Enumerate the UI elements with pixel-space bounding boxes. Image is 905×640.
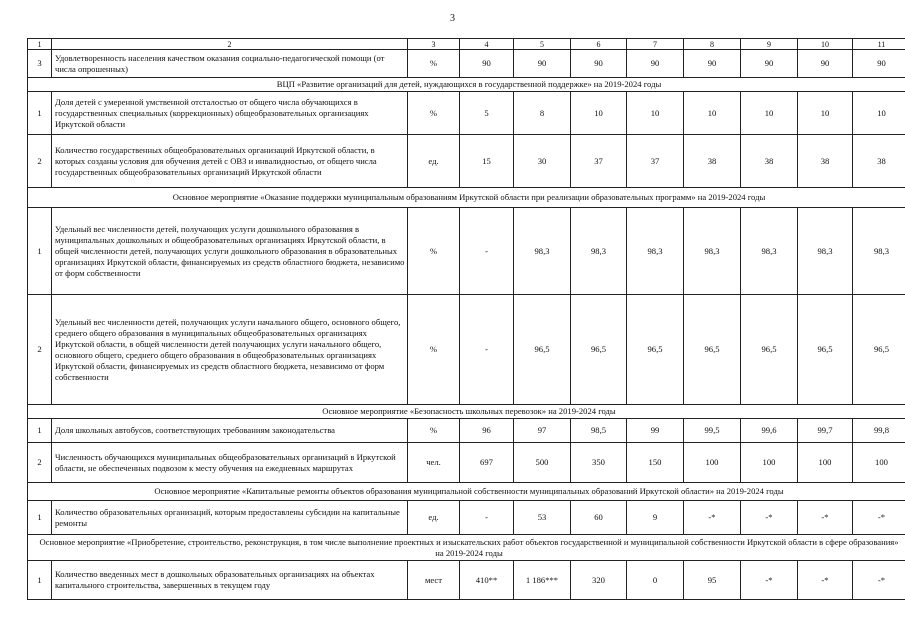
row-number-cell: 1 (28, 208, 52, 295)
value-cell: 10 (798, 92, 853, 135)
value-cell: 38 (684, 135, 741, 188)
value-cell: 96,5 (627, 295, 684, 405)
value-cell: -* (798, 561, 853, 600)
value-cell: 100 (853, 443, 905, 483)
row-number-cell: 2 (28, 135, 52, 188)
table-row (28, 419, 905, 443)
value-cell: 96,5 (798, 295, 853, 405)
table-row (28, 443, 905, 483)
header-cell: 10 (798, 39, 853, 50)
value-cell: 10 (853, 92, 905, 135)
row-number-cell: 1 (28, 92, 52, 135)
section-title: Основное мероприятие «Оказание поддержки муниципальным образованиям Иркутской области при реализации образовательных программ» на 2019-2024 годы (28, 188, 905, 208)
value-cell: 38 (798, 135, 853, 188)
row-number-cell: 1 (28, 501, 52, 535)
header-cell: 2 (52, 39, 408, 50)
table-row (28, 501, 905, 535)
section-title: ВЦП «Развитие организаций для детей, нуждающихся в государственной поддержке» на 2019-2024 годы (28, 78, 905, 92)
page-number: 3 (450, 13, 455, 24)
table-row (28, 561, 905, 600)
value-cell: - (460, 501, 514, 535)
value-cell: 98,3 (514, 208, 571, 295)
value-cell: 98,3 (571, 208, 627, 295)
indicator-name-cell: Количество образовательных организаций, которым предоставлены субсидии на капитальные ремонты (52, 501, 408, 535)
table-row (28, 92, 905, 135)
row-number-cell: 2 (28, 295, 52, 405)
section-title: Основное мероприятие «Приобретение, строительство, реконструкция, в том числе выполнение проектных и изыскательских работ объектов государственной и муниципальной собственности Иркутской области в сфере образования» на 2019-2024 годы (28, 535, 905, 561)
section-title: Основное мероприятие «Капитальные ремонты объектов образования муниципальной собственности муниципальных образований Иркутской области» на 2019-2024 годы (28, 483, 905, 501)
value-cell: 15 (460, 135, 514, 188)
indicator-name-cell: Количество государственных общеобразовательных организаций Иркутской области, в которых созданы условия для обучения детей с ОВЗ и инвалидностью, от общего числа государственных общеобразовательных организаций Иркутской области (52, 135, 408, 188)
table-header-row (28, 39, 905, 50)
header-cell: 6 (571, 39, 627, 50)
indicator-name-cell: Удельный вес численности детей, получающих услуги дошкольного образования в муниципальных дошкольных и общеобразовательных организациях Иркутской области, в общей численности детей, получающих услуги дошкольного образования в образовательных организациях Иркутской области, финансируемых из средств областного бюджета, независимо от форм собственности (52, 208, 408, 295)
value-cell: 53 (514, 501, 571, 535)
unit-cell: мест (408, 561, 460, 600)
value-cell: 96,5 (684, 295, 741, 405)
value-cell: 96,5 (741, 295, 798, 405)
value-cell: -* (798, 501, 853, 535)
value-cell: 38 (741, 135, 798, 188)
unit-cell: % (408, 295, 460, 405)
value-cell: 0 (627, 561, 684, 600)
value-cell: 99,8 (853, 419, 905, 443)
value-cell: 90 (853, 50, 905, 78)
indicator-name-cell: Количество введенных мест в дошкольных образовательных организациях на объектах капитального строительства, завершенных в текущем году (52, 561, 408, 600)
section-heading-row (28, 405, 905, 419)
value-cell: 10 (627, 92, 684, 135)
value-cell: 100 (684, 443, 741, 483)
value-cell: 90 (571, 50, 627, 78)
value-cell: 9 (627, 501, 684, 535)
value-cell: 30 (514, 135, 571, 188)
unit-cell: % (408, 419, 460, 443)
value-cell: 10 (741, 92, 798, 135)
indicator-name-cell: Доля школьных автобусов, соответствующих требованиям законодательства (52, 419, 408, 443)
row-number-cell: 2 (28, 443, 52, 483)
value-cell: 99,5 (684, 419, 741, 443)
header-cell: 9 (741, 39, 798, 50)
value-cell: -* (684, 501, 741, 535)
unit-cell: % (408, 208, 460, 295)
value-cell: 90 (627, 50, 684, 78)
table-row (28, 208, 905, 295)
section-heading-row (28, 188, 905, 208)
value-cell: 697 (460, 443, 514, 483)
value-cell: 10 (684, 92, 741, 135)
indicator-name-cell: Удельный вес численности детей, получающих услуги начального общего, основного общего, среднего общего образования в муниципальных общеобразовательных организациях Иркутской области, в общей численности детей получающих услуги начального общего, основного общего, среднего общего образования в общеобразовательных организациях Иркутской области, финансируемых из средств областного бюджета, независимо от форм собственности (52, 295, 408, 405)
value-cell: - (460, 295, 514, 405)
value-cell: 98,3 (853, 208, 905, 295)
value-cell: 10 (571, 92, 627, 135)
unit-cell: ед. (408, 135, 460, 188)
value-cell: 96,5 (514, 295, 571, 405)
unit-cell: чел. (408, 443, 460, 483)
value-cell: 99,7 (798, 419, 853, 443)
value-cell: 60 (571, 501, 627, 535)
value-cell: 98,5 (571, 419, 627, 443)
value-cell: 350 (571, 443, 627, 483)
value-cell: 410** (460, 561, 514, 600)
unit-cell: % (408, 50, 460, 78)
indicator-name-cell: Численность обучающихся муниципальных общеобразовательных организаций в Иркутской области, не обеспеченных подвозом к месту обучения на ежедневных маршрутах (52, 443, 408, 483)
row-number-cell: 3 (28, 50, 52, 78)
value-cell: 98,3 (741, 208, 798, 295)
value-cell: 38 (853, 135, 905, 188)
value-cell: 320 (571, 561, 627, 600)
value-cell: 90 (514, 50, 571, 78)
row-number-cell: 1 (28, 561, 52, 600)
indicators-table (27, 38, 905, 600)
header-cell: 11 (853, 39, 905, 50)
unit-cell: % (408, 92, 460, 135)
value-cell: 5 (460, 92, 514, 135)
value-cell: 95 (684, 561, 741, 600)
section-heading-row (28, 483, 905, 501)
value-cell: 97 (514, 419, 571, 443)
value-cell: 96,5 (853, 295, 905, 405)
value-cell: 99,6 (741, 419, 798, 443)
value-cell: -* (741, 501, 798, 535)
header-cell: 1 (28, 39, 52, 50)
value-cell: 90 (460, 50, 514, 78)
header-cell: 8 (684, 39, 741, 50)
table-row (28, 135, 905, 188)
header-cell: 3 (408, 39, 460, 50)
value-cell: 96 (460, 419, 514, 443)
value-cell: 1 186*** (514, 561, 571, 600)
value-cell: 98,3 (684, 208, 741, 295)
header-cell: 5 (514, 39, 571, 50)
value-cell: 90 (741, 50, 798, 78)
value-cell: 90 (798, 50, 853, 78)
table-row (28, 295, 905, 405)
value-cell: -* (853, 561, 905, 600)
section-heading-row (28, 78, 905, 92)
value-cell: 8 (514, 92, 571, 135)
unit-cell: ед. (408, 501, 460, 535)
value-cell: 99 (627, 419, 684, 443)
header-cell: 4 (460, 39, 514, 50)
value-cell: 90 (684, 50, 741, 78)
value-cell: 150 (627, 443, 684, 483)
value-cell: 37 (627, 135, 684, 188)
value-cell: 98,3 (798, 208, 853, 295)
value-cell: 100 (798, 443, 853, 483)
row-number-cell: 1 (28, 419, 52, 443)
value-cell: 100 (741, 443, 798, 483)
value-cell: -* (741, 561, 798, 600)
indicator-name-cell: Доля детей с умеренной умственной отсталостью от общего числа обучающихся в государственных специальных (коррекционных) общеобразовательных организациях Иркутской области (52, 92, 408, 135)
header-cell: 7 (627, 39, 684, 50)
value-cell: 98,3 (627, 208, 684, 295)
value-cell: - (460, 208, 514, 295)
indicator-name-cell: Удовлетворенность населения качеством оказания социально-педагогической помощи (от числа опрошенных) (52, 50, 408, 78)
value-cell: 96,5 (571, 295, 627, 405)
table-row (28, 50, 905, 78)
value-cell: 500 (514, 443, 571, 483)
section-title: Основное мероприятие «Безопасность школьных перевозок» на 2019-2024 годы (28, 405, 905, 419)
section-heading-row (28, 535, 905, 561)
value-cell: 37 (571, 135, 627, 188)
value-cell: -* (853, 501, 905, 535)
